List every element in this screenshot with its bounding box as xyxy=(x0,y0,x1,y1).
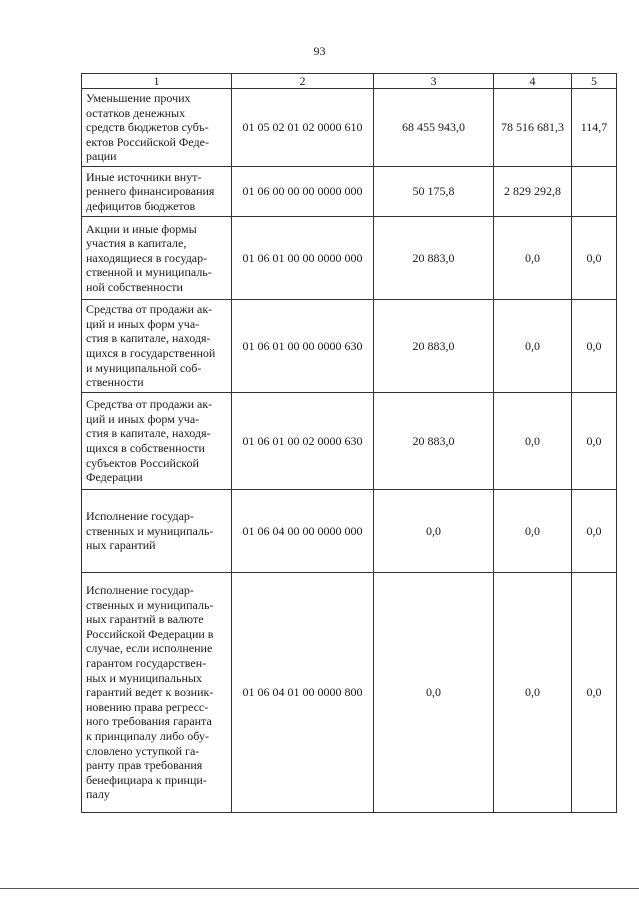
table-row xyxy=(82,490,617,573)
code-cell: 01 06 01 00 00 0000 630 xyxy=(232,300,374,393)
value-col4-cell: 0,0 xyxy=(494,490,572,573)
code-cell: 01 06 00 00 00 0000 000 xyxy=(232,167,374,217)
row-name-line: ственных и муниципаль- xyxy=(86,523,214,538)
table-row xyxy=(82,89,617,167)
row-name-line: палу xyxy=(86,787,110,802)
row-name-line: к принципалу либо обу- xyxy=(86,728,209,743)
row-name-cell xyxy=(82,300,232,393)
row-name-line: Российской Федерации в xyxy=(86,626,214,641)
row-name-line: стия в капитале, находя- xyxy=(86,331,211,346)
row-name-line: Средства от продажи ак- xyxy=(86,302,213,317)
budget-sources-table xyxy=(81,73,617,813)
row-name-line: случае, если исполнение xyxy=(86,641,213,656)
row-name-line: субъектов Российской xyxy=(86,455,199,470)
row-name-cell xyxy=(82,490,232,573)
value-col5-cell: 114,7 xyxy=(572,89,617,167)
row-name-line: Иные источники внут- xyxy=(86,169,202,184)
row-name-line: гарантом государствен- xyxy=(86,656,207,671)
row-name-line: ственности xyxy=(86,375,144,390)
row-name-line: находящиеся в государ- xyxy=(86,250,208,265)
row-name-line: ных и муниципальных xyxy=(86,670,202,685)
page-bottom-rule xyxy=(0,888,639,889)
row-name-line: ций и иных форм уча- xyxy=(86,411,200,426)
table-row xyxy=(82,393,617,490)
row-name-line: Уменьшение прочих xyxy=(86,91,191,106)
value-col3-cell: 50 175,8 xyxy=(374,167,494,217)
value-col3-cell: 20 883,0 xyxy=(374,217,494,300)
code-cell: 01 06 01 00 02 0000 630 xyxy=(232,393,374,490)
column-header-2: 2 xyxy=(232,74,374,89)
row-name-line: новению права регресс- xyxy=(86,699,209,714)
row-name-line: участия в капитале, xyxy=(86,236,187,251)
value-col5-cell: 0,0 xyxy=(572,573,617,813)
row-name-line: ных гарантий в валюте xyxy=(86,612,204,627)
table-row xyxy=(82,573,617,813)
row-name-line: рации xyxy=(86,149,117,164)
row-name-line: дефицитов бюджетов xyxy=(86,198,196,213)
row-name-line: ранту прав требования xyxy=(86,758,203,773)
code-cell: 01 05 02 01 02 0000 610 xyxy=(232,89,374,167)
row-name-line: щихся в собственности xyxy=(86,441,205,455)
row-name-line: словлено уступкой га- xyxy=(86,743,200,758)
value-col4-cell: 0,0 xyxy=(494,393,572,490)
row-name-line: ного требования гаранта xyxy=(86,714,212,729)
row-name-cell xyxy=(82,393,232,490)
value-col5-cell: 0,0 xyxy=(572,490,617,573)
row-name-line: Акции и иные формы xyxy=(86,221,197,236)
row-name-line: Федерации xyxy=(86,470,143,485)
column-header-3: 3 xyxy=(374,74,494,89)
row-name-line: и муниципальной соб- xyxy=(86,360,202,375)
value-col3-cell: 68 455 943,0 xyxy=(374,89,494,167)
code-cell: 01 06 04 00 00 0000 000 xyxy=(232,490,374,573)
column-header-1: 1 xyxy=(82,74,232,89)
row-name-line: ных гарантий xyxy=(86,538,156,553)
row-name-line: ной собственности xyxy=(86,279,183,294)
row-name-line: ственной и муниципаль- xyxy=(86,265,212,280)
value-col4-cell: 0,0 xyxy=(494,300,572,393)
value-col3-cell: 20 883,0 xyxy=(374,393,494,490)
value-col5-cell xyxy=(572,167,617,217)
row-name-line: ектов Российской Феде- xyxy=(86,134,209,149)
row-name-line: гарантий ведет к возник- xyxy=(86,685,214,700)
row-name-cell xyxy=(82,167,232,217)
page-number: 93 xyxy=(313,44,326,58)
value-col5-cell: 0,0 xyxy=(572,217,617,300)
row-name-line: Исполнение государ- xyxy=(86,509,194,524)
row-name-line: Средства от продажи ак- xyxy=(86,397,213,412)
table-body xyxy=(82,89,617,813)
row-name-cell xyxy=(82,217,232,300)
row-name-line: бенефициара к принци- xyxy=(86,772,207,787)
value-col5-cell: 0,0 xyxy=(572,300,617,393)
row-name-cell xyxy=(82,89,232,167)
code-cell: 01 06 01 00 00 0000 000 xyxy=(232,217,374,300)
value-col4-cell: 0,0 xyxy=(494,217,572,300)
table-row xyxy=(82,300,617,393)
row-name-line: остатков денежных xyxy=(86,105,186,120)
value-col3-cell: 20 883,0 xyxy=(374,300,494,393)
row-name-line: ственных и муниципаль- xyxy=(86,597,214,612)
row-name-line: щихся в государственной xyxy=(86,346,216,360)
value-col4-cell: 78 516 681,3 xyxy=(494,89,572,167)
row-name-cell xyxy=(82,573,232,813)
row-name-line: средств бюджетов субъ- xyxy=(86,120,209,135)
column-header-5: 5 xyxy=(572,74,617,89)
column-header-4: 4 xyxy=(494,74,572,89)
code-cell: 01 06 04 01 00 0000 800 xyxy=(232,573,374,813)
table-row xyxy=(82,167,617,217)
value-col4-cell: 0,0 xyxy=(494,573,572,813)
row-name-line: ций и иных форм уча- xyxy=(86,316,200,331)
value-col3-cell: 0,0 xyxy=(374,573,494,813)
value-col3-cell: 0,0 xyxy=(374,490,494,573)
table-header-row xyxy=(82,74,617,89)
value-col5-cell: 0,0 xyxy=(572,393,617,490)
row-name-line: Исполнение государ- xyxy=(86,583,194,598)
value-col4-cell: 2 829 292,8 xyxy=(494,167,572,217)
table-row xyxy=(82,217,617,300)
row-name-line: реннего финансирования xyxy=(86,184,215,199)
row-name-line: стия в капитале, находя- xyxy=(86,426,211,441)
